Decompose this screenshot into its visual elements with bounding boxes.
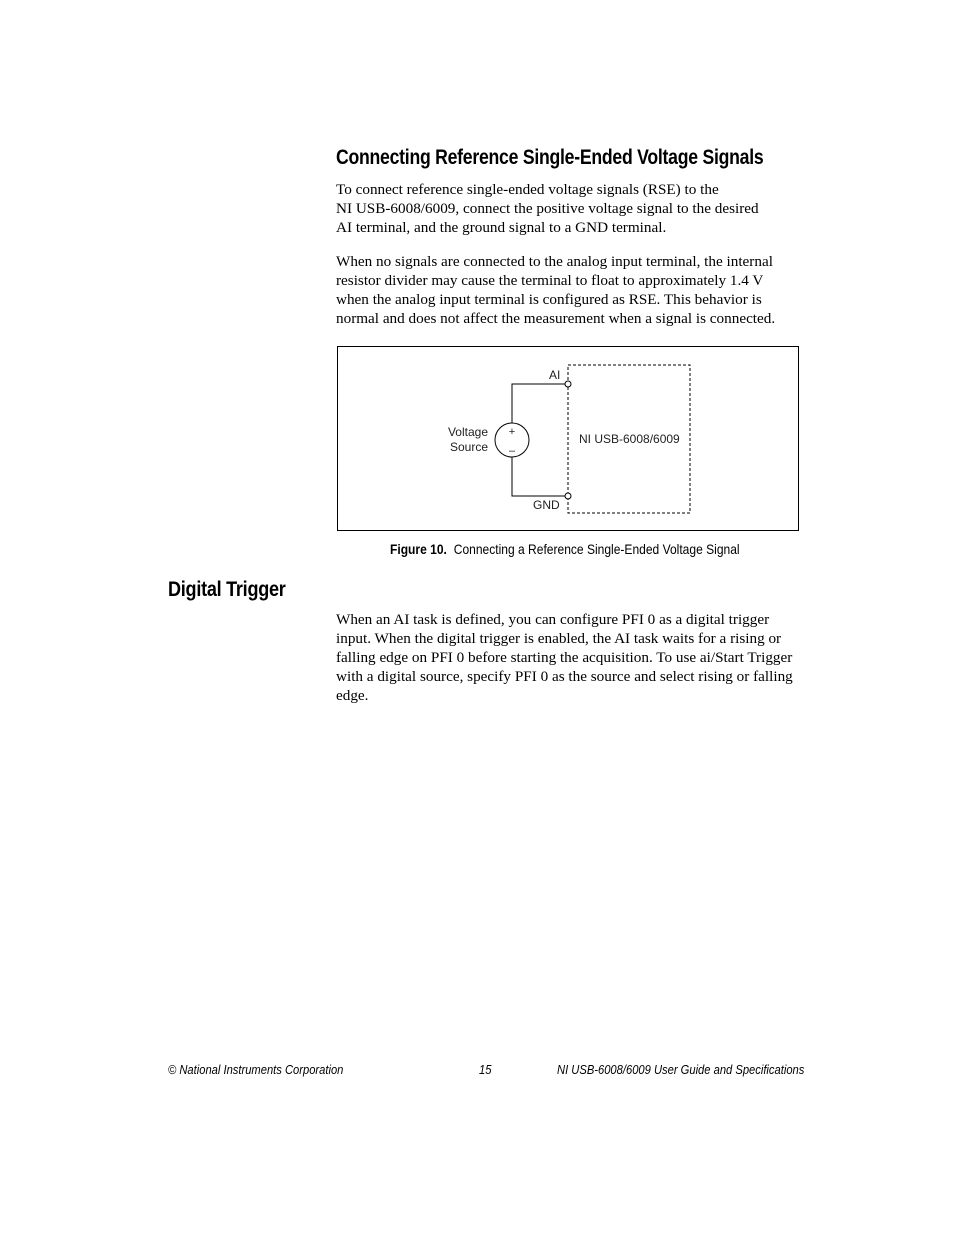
gnd-label: GND	[533, 498, 560, 512]
rse-paragraph-1	[336, 180, 806, 237]
figure-caption	[390, 541, 740, 557]
minus-sign: –	[508, 445, 516, 457]
text-line: falling edge on PFI 0 before starting the acquisition. To use ai/Start Trigger	[336, 649, 793, 666]
footer-page-number: 15	[479, 1062, 492, 1077]
text-line: resistor divider may cause the terminal to float to approximately 1.4 V	[336, 272, 764, 289]
wiring-diagram	[338, 347, 800, 532]
source-label: Source	[449, 440, 488, 454]
text-line: When an AI task is defined, you can configure PFI 0 as a digital trigger	[336, 611, 770, 628]
figure-10-diagram	[337, 346, 799, 531]
section-heading-rse: Connecting Reference Single-Ended Voltage Signals	[336, 146, 764, 169]
ai-wire	[512, 384, 568, 424]
text-line: To connect reference single-ended voltage signals (RSE) to the	[336, 181, 719, 198]
digital-trigger-paragraph	[336, 610, 806, 705]
text-line: when the analog input terminal is configured as RSE. This behavior is	[336, 291, 762, 308]
gnd-terminal	[565, 493, 571, 499]
device-label: NI USB-6008/6009	[579, 432, 680, 446]
section-heading-digital-trigger: Digital Trigger	[168, 578, 286, 601]
text-line: normal and does not affect the measurement when a signal is connected.	[336, 310, 776, 327]
text-line: AI terminal, and the ground signal to a GND terminal.	[336, 219, 667, 236]
plus-sign: +	[508, 426, 516, 438]
ai-terminal	[565, 381, 571, 387]
gnd-wire	[512, 457, 568, 496]
text-line: with a digital source, specify PFI 0 as the source and select rising or falling	[336, 668, 793, 685]
footer-doc-title: NI USB-6008/6009 User Guide and Specifications	[557, 1062, 805, 1077]
text-line: edge.	[336, 687, 369, 704]
text-line: input. When the digital trigger is enabled, the AI task waits for a rising or	[336, 630, 782, 647]
text-line: When no signals are connected to the analog input terminal, the internal	[336, 253, 773, 270]
footer-copyright: © National Instruments Corporation	[168, 1062, 344, 1077]
text-line: NI USB-6008/6009, connect the positive voltage signal to the desired	[336, 200, 759, 217]
rse-paragraph-2	[336, 252, 806, 328]
voltage-label: Voltage	[447, 425, 488, 439]
figure-title: Connecting a Reference Single-Ended Voltage Signal	[453, 541, 740, 557]
figure-number: Figure 10.	[390, 541, 447, 557]
ai-label: AI	[549, 368, 561, 382]
